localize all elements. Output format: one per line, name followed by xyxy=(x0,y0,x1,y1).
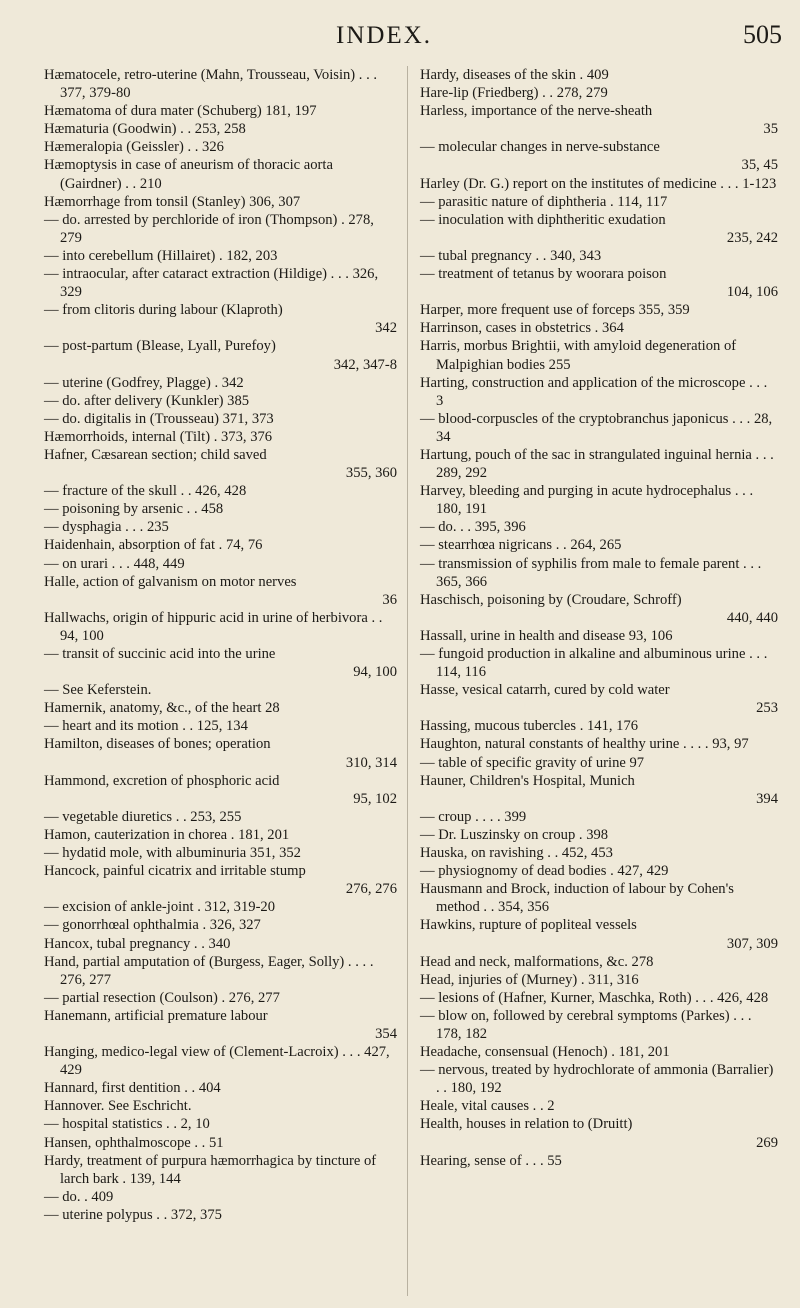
index-entry xyxy=(44,247,397,265)
index-entry xyxy=(44,1152,397,1188)
index-entry xyxy=(44,935,397,953)
index-entry-pages: 36 xyxy=(382,591,397,608)
index-entry xyxy=(44,609,397,645)
index-entry-text: — hospital statistics . . 2, 10 xyxy=(44,1116,210,1133)
index-entry xyxy=(420,1043,778,1061)
index-entry-text: — do. arrested by perchloride of iron (Thompson) . 278, 279 xyxy=(44,211,374,246)
page-number: 505 xyxy=(743,20,782,49)
index-entry xyxy=(44,898,397,916)
index-entry-text: — vegetable diuretics . . 253, 255 xyxy=(44,808,242,825)
index-entry-text: Hausmann and Brock, induction of labour by Cohen's method . . 354, 356 xyxy=(420,881,734,916)
index-entry xyxy=(44,681,397,699)
index-entry-text: — partial resection (Coulson) . 276, 277 xyxy=(44,989,280,1006)
index-entry xyxy=(44,374,397,392)
index-entry-pages: 235, 242 xyxy=(726,229,778,246)
index-entry-text: Hannover. See Eschricht. xyxy=(44,1098,192,1115)
index-entry xyxy=(420,66,778,84)
index-entry-text: — excision of ankle-joint . 312, 319-20 xyxy=(44,899,276,916)
index-entry xyxy=(44,500,397,518)
index-entry-pages: 307, 309 xyxy=(726,935,778,952)
index-entry-pages: 355, 360 xyxy=(345,465,397,482)
index-entry xyxy=(44,916,397,934)
index-entry xyxy=(44,772,397,808)
index-entry-text: Hassing, mucous tubercles . 141, 176 xyxy=(420,718,639,735)
index-entry xyxy=(44,1007,397,1043)
index-entry xyxy=(44,518,397,536)
index-entry-text: Harris, morbus Brightii, with amyloid degeneration of Malpighian bodies 255 xyxy=(420,338,737,373)
index-entry-text: — treatment of tetanus by woorara poison xyxy=(420,266,667,283)
index-entry-text: — from clitoris during labour (Klaproth) xyxy=(44,302,283,319)
index-entry-pages: 310, 314 xyxy=(345,754,397,771)
index-entry xyxy=(420,193,778,211)
index-entry xyxy=(420,627,778,645)
index-entry-text: — parasitic nature of diphtheria . 114, 117 xyxy=(420,193,668,210)
index-entry xyxy=(420,826,778,844)
index-entry-text: — into cerebellum (Hillairet) . 182, 203 xyxy=(44,247,278,264)
index-entry xyxy=(44,392,397,410)
index-entry xyxy=(44,645,397,681)
index-entry-text: Health, houses in relation to (Druitt) xyxy=(420,1116,633,1133)
index-entry-text: Hand, partial amputation of (Burgess, Eager, Solly) . . . . 276, 277 xyxy=(44,953,374,988)
index-entry-text: Hamernik, anatomy, &c., of the heart 28 xyxy=(44,700,280,717)
index-entry-text: — do. . . 395, 396 xyxy=(420,519,526,536)
index-entry-pages: 35, 45 xyxy=(741,157,778,174)
index-entry-pages: 440, 440 xyxy=(726,609,778,626)
index-entry-text: — do. digitalis in (Trousseau) 371, 373 xyxy=(44,410,274,427)
index-entry-text: — nervous, treated by hydrochlorate of ammonia (Barralier) . . 180, 192 xyxy=(420,1062,774,1097)
index-entry xyxy=(420,536,778,554)
index-entry xyxy=(44,301,397,337)
index-entry-text: — See Keferstein. xyxy=(44,682,152,699)
index-entry xyxy=(420,681,778,717)
index-entry-text: Harrinson, cases in obstetrics . 364 xyxy=(420,320,624,337)
index-entry-pages: 354 xyxy=(375,1025,397,1042)
index-entry xyxy=(420,102,778,138)
index-entry-text: Harting, construction and application of the microscope . . . 3 xyxy=(420,374,768,409)
index-entry xyxy=(420,555,778,591)
index-entry xyxy=(420,319,778,337)
index-entry-text: — croup . . . . 399 xyxy=(420,808,527,825)
index-entry xyxy=(420,84,778,102)
index-entry-text: Hæmorrhage from tonsil (Stanley) 306, 307 xyxy=(44,193,301,210)
index-entry-text: Hallwachs, origin of hippuric acid in urine of herbivora . . 94, 100 xyxy=(44,609,383,644)
index-entry xyxy=(420,301,778,319)
index-entry xyxy=(44,428,397,446)
index-entry xyxy=(420,337,778,373)
index-entry-text: Hamon, cauterization in chorea . 181, 201 xyxy=(44,826,290,843)
index-entry xyxy=(420,1115,778,1151)
index-entry-text: — table of specific gravity of urine 97 xyxy=(420,754,645,771)
index-entry-text: Harley (Dr. G.) report on the institutes of medicine . . . 1-123 xyxy=(420,175,777,192)
index-entry-text: Heale, vital causes . . 2 xyxy=(420,1098,555,1115)
index-entry-text: — blow on, followed by cerebral symptoms (Parkes) . . . 178, 182 xyxy=(420,1007,752,1042)
index-entry-text: — stearrhœa nigricans . . 264, 265 xyxy=(420,537,622,554)
index-entry xyxy=(420,808,778,826)
index-entry xyxy=(420,374,778,410)
index-column-left xyxy=(44,66,397,1224)
index-entry-text: Hawkins, rupture of popliteal vessels xyxy=(420,917,637,934)
index-entry xyxy=(44,1115,397,1133)
index-entry-pages: 35 xyxy=(763,121,778,138)
index-entry xyxy=(420,1007,778,1043)
index-entry-text: — transit of succinic acid into the urine xyxy=(44,646,276,662)
index-entry-text: Haidenhain, absorption of fat . 74, 76 xyxy=(44,537,263,554)
index-entry xyxy=(44,138,397,156)
index-entry-text: — fracture of the skull . . 426, 428 xyxy=(44,483,247,500)
index-entry-text: — do. after delivery (Kunkler) 385 xyxy=(44,392,250,409)
index-entry-text: Hæmeralopia (Geissler) . . 326 xyxy=(44,139,224,156)
index-entry xyxy=(420,175,778,193)
index-entry-text: Haughton, natural constants of healthy urine . . . . 93, 97 xyxy=(420,736,749,753)
index-entry-text: Hæmatocele, retro-uterine (Mahn, Trousseau, Voisin) . . . 377, 379-80 xyxy=(44,67,378,102)
index-entry-text: Halle, action of galvanism on motor nerves xyxy=(44,573,297,590)
index-entry-text: — dysphagia . . . 235 xyxy=(44,519,169,536)
index-entry-text: — hydatid mole, with albuminuria 351, 352 xyxy=(44,845,301,862)
index-entry-text: Harper, more frequent use of forceps 355, 359 xyxy=(420,302,690,319)
index-entry xyxy=(420,518,778,536)
index-entry xyxy=(420,446,778,482)
index-entry xyxy=(44,1043,397,1079)
index-entry-text: — transmission of syphilis from male to female parent . . . 365, 366 xyxy=(420,555,762,590)
index-entry-text: Hæmatoma of dura mater (Schuberg) 181, 197 xyxy=(44,103,317,120)
index-entry-text: Harless, importance of the nerve-sheath xyxy=(420,103,653,120)
index-entry xyxy=(44,265,397,301)
page-title: INDEX. xyxy=(336,22,433,49)
index-entry xyxy=(44,120,397,138)
index-entry xyxy=(44,808,397,826)
index-entry-text: Hasse, vesical catarrh, cured by cold water xyxy=(420,682,670,699)
index-entry-text: Hæmorrhoids, internal (Tilt) . 373, 376 xyxy=(44,428,273,445)
index-entry-pages: 253 xyxy=(756,700,778,717)
index-entry xyxy=(420,1097,778,1115)
index-entry-text: Harvey, bleeding and purging in acute hydrocephalus . . . 180, 191 xyxy=(420,483,754,518)
index-entry-pages: 276, 276 xyxy=(345,881,397,898)
page-header xyxy=(300,18,790,58)
index-entry-text: — molecular changes in nerve-substance xyxy=(420,139,660,156)
index-entry xyxy=(44,536,397,554)
index-entry xyxy=(44,555,397,573)
index-entry xyxy=(44,1134,397,1152)
index-entry-text: Hafner, Cæsarean section; child saved xyxy=(44,446,267,463)
index-entry xyxy=(420,717,778,735)
index-entry xyxy=(44,717,397,735)
index-entry xyxy=(44,1079,397,1097)
index-entry xyxy=(44,1206,397,1224)
index-entry xyxy=(420,989,778,1007)
index-entry xyxy=(420,591,778,627)
index-entry xyxy=(420,1152,778,1170)
index-entry-text: — lesions of (Hafner, Kurner, Maschka, Roth) . . . 426, 428 xyxy=(420,989,769,1006)
index-entry xyxy=(420,410,778,446)
index-entry-text: Head, injuries of (Murney) . 311, 316 xyxy=(420,971,639,988)
index-entry-text: Head and neck, malformations, &c. 278 xyxy=(420,953,654,970)
index-entry xyxy=(420,211,778,247)
index-entry xyxy=(44,844,397,862)
index-entry-text: — Dr. Luszinsky on croup . 398 xyxy=(420,826,609,843)
index-entry-text: Hauska, on ravishing . . 452, 453 xyxy=(420,845,613,862)
index-entry-pages: 95, 102 xyxy=(353,790,397,807)
index-entry-text: — on urari . . . 448, 449 xyxy=(44,555,185,572)
index-entry-text: Hammond, excretion of phosphoric acid xyxy=(44,772,280,789)
index-entry xyxy=(44,1188,397,1206)
index-entry xyxy=(420,916,778,952)
index-entry xyxy=(44,735,397,771)
index-entry xyxy=(420,265,778,301)
index-entry-text: Hassall, urine in health and disease 93, 106 xyxy=(420,627,673,644)
index-entry xyxy=(420,754,778,772)
index-entry xyxy=(420,862,778,880)
index-entry-text: Hanemann, artificial premature labour xyxy=(44,1007,268,1024)
index-entry-text: — poisoning by arsenic . . 458 xyxy=(44,501,224,518)
index-entry-text: Hare-lip (Friedberg) . . 278, 279 xyxy=(420,85,608,102)
index-entry-pages: 394 xyxy=(756,790,778,807)
index-entry-text: Hansen, ophthalmoscope . . 51 xyxy=(44,1134,224,1151)
index-entry xyxy=(420,953,778,971)
index-entry xyxy=(44,482,397,500)
index-entry-pages: 94, 100 xyxy=(353,664,397,681)
index-entry xyxy=(44,337,397,373)
index-entry xyxy=(44,66,397,102)
index-entry-pages: 342 xyxy=(375,320,397,337)
index-entry-text: Headache, consensual (Henoch) . 181, 201 xyxy=(420,1044,670,1061)
index-entry xyxy=(420,1061,778,1097)
index-entry-text: — gonorrhœal ophthalmia . 326, 327 xyxy=(44,917,261,934)
index-entry-text: — intraocular, after cataract extraction (Hildige) . . . 326, 329 xyxy=(44,266,379,301)
index-entry-text: — post-partum (Blease, Lyall, Purefoy) xyxy=(44,338,276,355)
index-entry-text: Hauner, Children's Hospital, Munich xyxy=(420,772,635,789)
index-entry-text: — fungoid production in alkaline and albuminous urine . . . 114, 116 xyxy=(420,646,768,681)
index-entry-text: — blood-corpuscles of the cryptobranchus japonicus . . . 28, 34 xyxy=(420,410,773,445)
index-entry-pages: 104, 106 xyxy=(726,284,778,301)
index-entry xyxy=(420,138,778,174)
column-divider xyxy=(407,66,408,1296)
index-entry-text: Hearing, sense of . . . 55 xyxy=(420,1152,562,1169)
index-entry xyxy=(44,573,397,609)
index-entry xyxy=(420,772,778,808)
index-entry-text: Hartung, pouch of the sac in strangulated inguinal hernia . . . 289, 292 xyxy=(420,446,774,482)
index-column-right xyxy=(420,66,778,1170)
index-entry xyxy=(44,446,397,482)
index-entry xyxy=(44,699,397,717)
index-entry xyxy=(44,826,397,844)
index-entry-text: — inoculation with diphtheritic exudation xyxy=(420,211,666,228)
index-entry-text: Hannard, first dentition . . 404 xyxy=(44,1080,221,1097)
index-entry-text: Hancock, painful cicatrix and irritable stump xyxy=(44,863,306,880)
index-entry-text: Hancox, tubal pregnancy . . 340 xyxy=(44,935,231,952)
index-entry xyxy=(420,880,778,916)
index-entry-text: Hæmoptysis in case of aneurism of thoracic aorta (Gairdner) . . 210 xyxy=(44,157,333,192)
index-entry-text: Haschisch, poisoning by (Croudare, Schroff) xyxy=(420,591,682,608)
index-entry xyxy=(44,862,397,898)
index-entry-pages: 342, 347-8 xyxy=(333,356,397,373)
index-entry xyxy=(420,971,778,989)
index-entry xyxy=(44,953,397,989)
index-entry-text: Hamilton, diseases of bones; operation xyxy=(44,736,271,753)
index-entry xyxy=(44,410,397,428)
index-entry-text: — heart and its motion . . 125, 134 xyxy=(44,718,248,735)
index-entry-text: Hanging, medico-legal view of (Clement-Lacroix) . . . 427, 429 xyxy=(44,1044,390,1079)
index-entry xyxy=(44,211,397,247)
index-entry-text: — tubal pregnancy . . 340, 343 xyxy=(420,247,602,264)
index-entry-text: — physiognomy of dead bodies . 427, 429 xyxy=(420,863,669,880)
index-entry xyxy=(420,735,778,753)
index-entry xyxy=(44,989,397,1007)
index-entry xyxy=(44,1097,397,1115)
index-entry xyxy=(420,247,778,265)
index-entry xyxy=(44,102,397,120)
index-entry xyxy=(44,193,397,211)
index-entry-text: Hardy, treatment of purpura hæmorrhagica by tincture of larch bark . 139, 144 xyxy=(44,1152,377,1187)
index-entry xyxy=(44,156,397,192)
index-entry-text: Hæmaturia (Goodwin) . . 253, 258 xyxy=(44,121,246,138)
index-entry-pages: 269 xyxy=(756,1134,778,1151)
index-entry xyxy=(420,844,778,862)
index-entry xyxy=(420,482,778,518)
index-entry xyxy=(420,645,778,681)
index-entry-text: Hardy, diseases of the skin . 409 xyxy=(420,67,609,83)
index-entry-text: — uterine polypus . . 372, 375 xyxy=(44,1206,222,1223)
index-entry-text: — do. . 409 xyxy=(44,1188,114,1205)
index-entry-text: — uterine (Godfrey, Plagge) . 342 xyxy=(44,374,244,391)
